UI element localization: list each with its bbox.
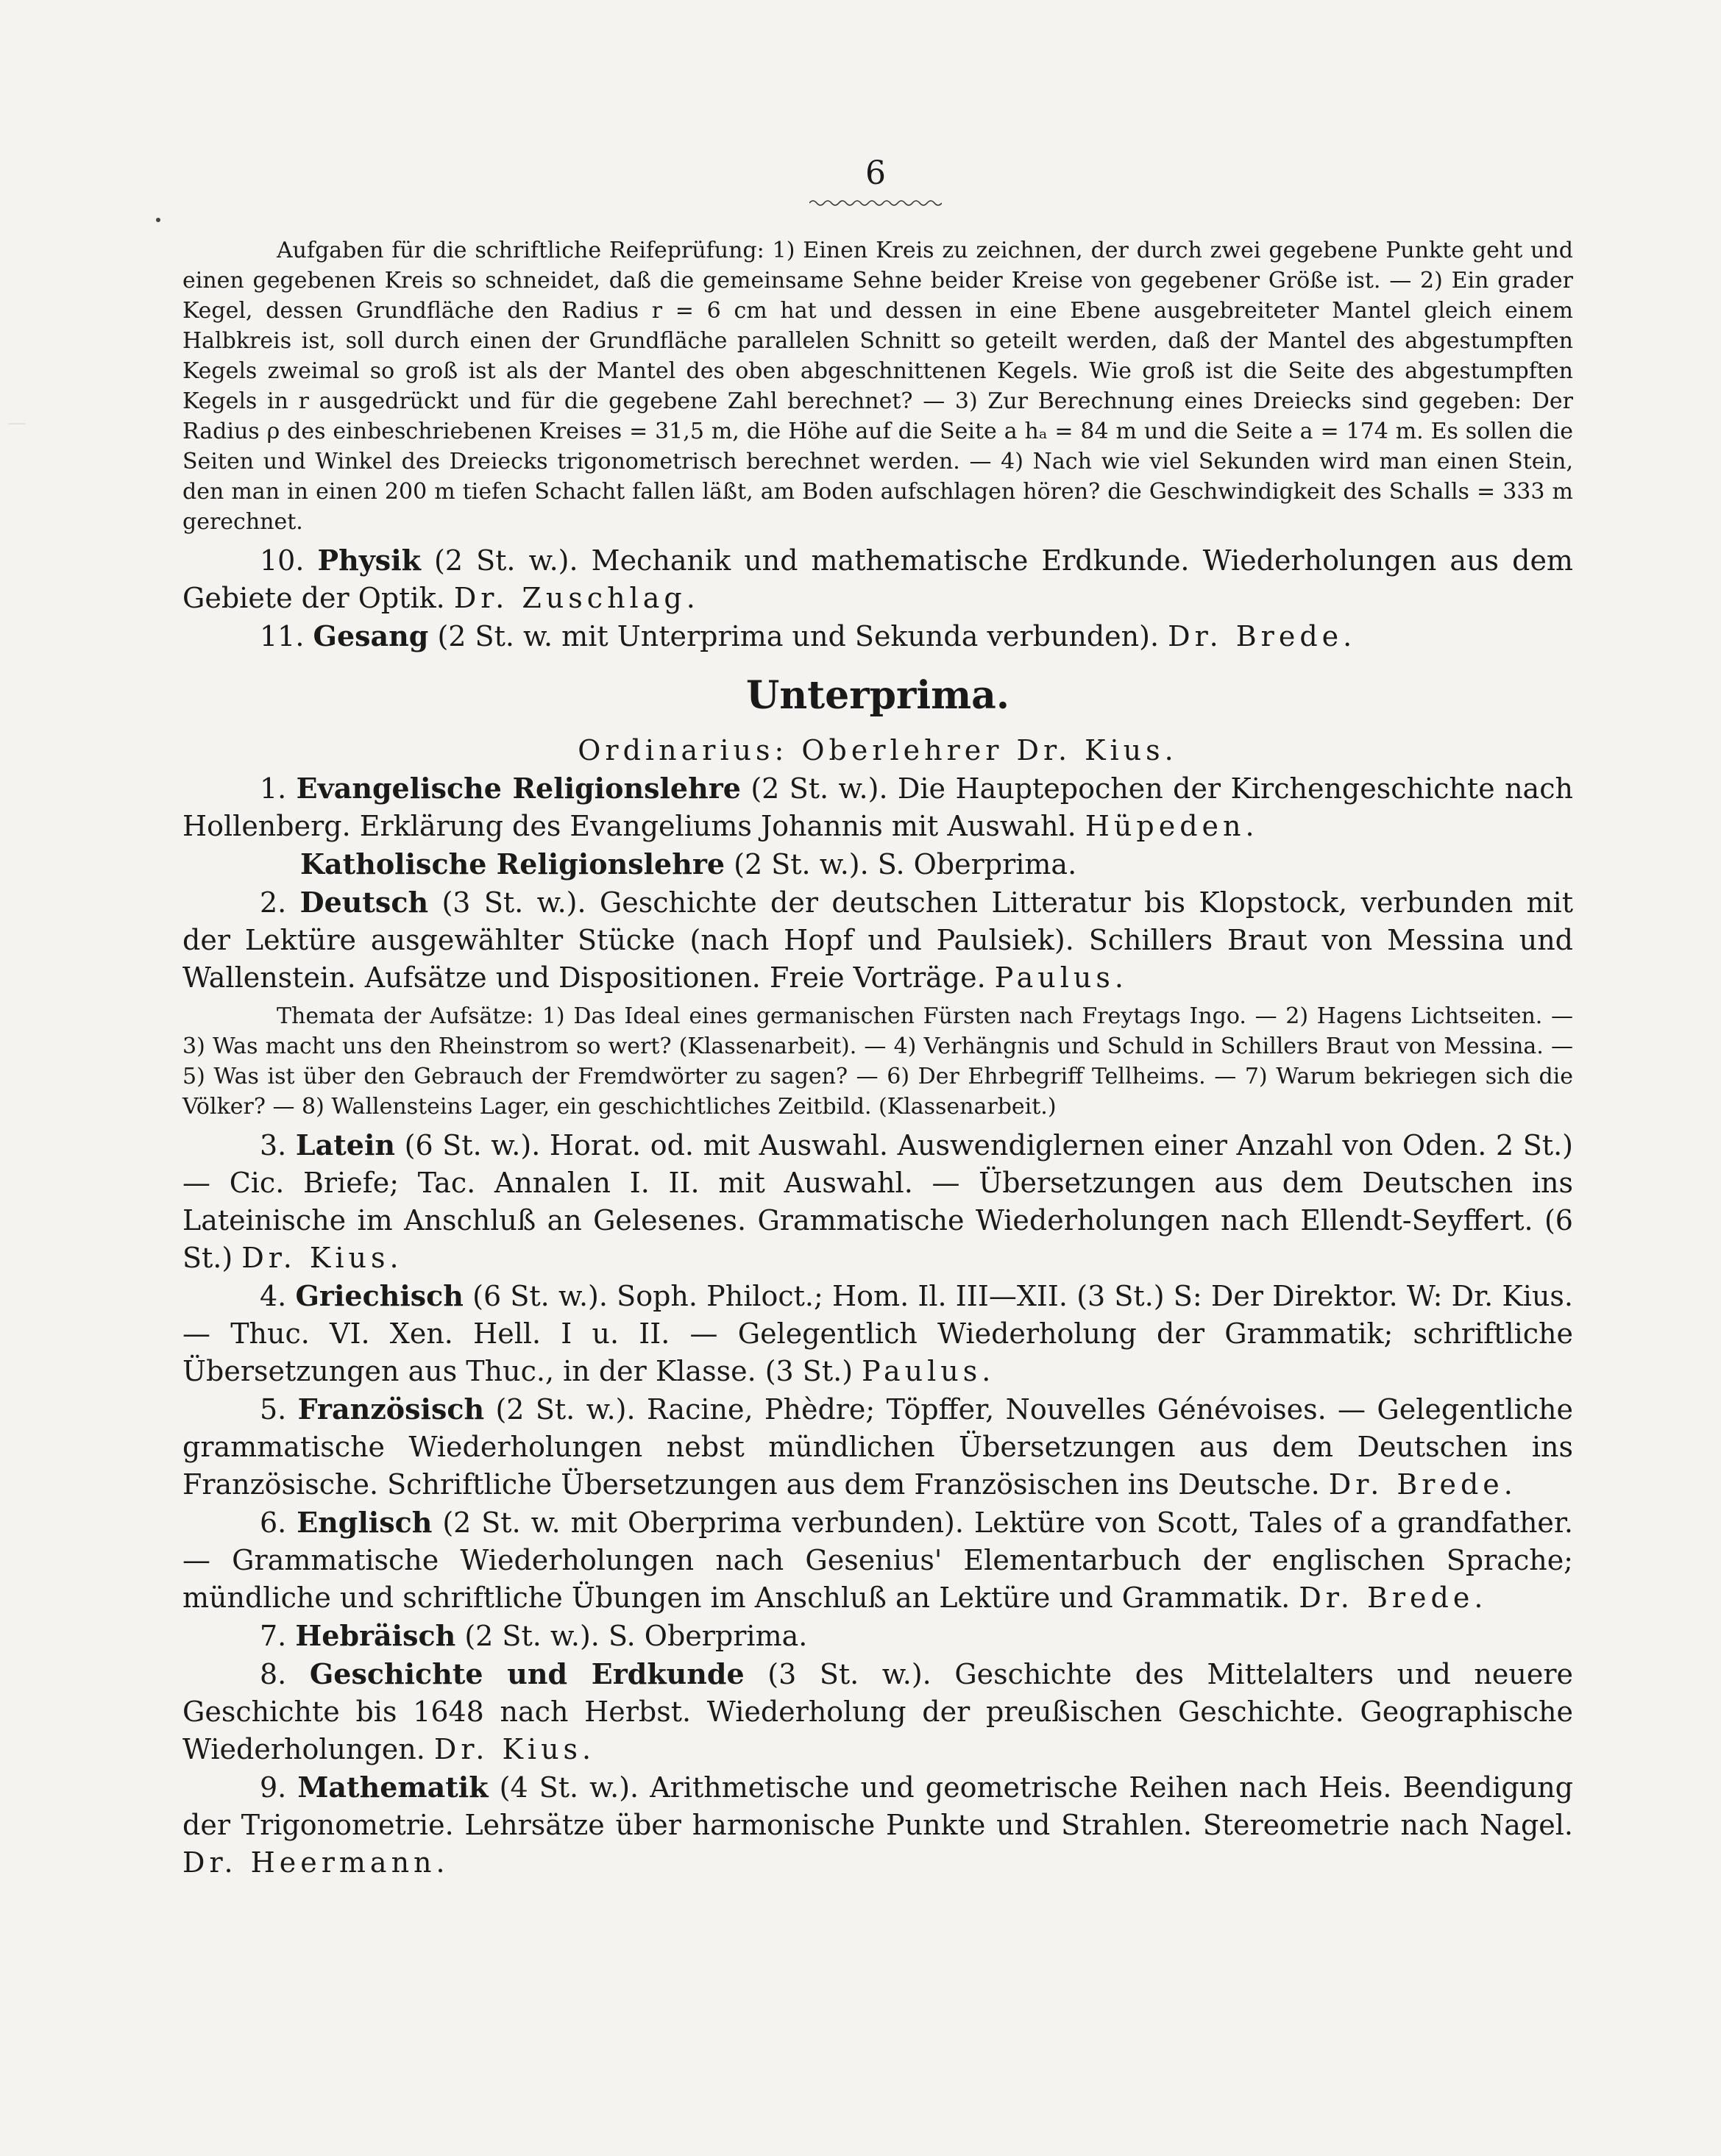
subject-title: Evangelische Religionslehre — [296, 772, 741, 805]
item-text: (4 St. w.). Arithmetische und geometrische Reihen nach Heis. Beendigung der Trigonometrie. Lehrsätze über harmonische Punkte und Strahlen. Stereometrie nach Nagel. — [182, 1771, 1573, 1841]
subject-item — [182, 1655, 1573, 1768]
teacher-name: Dr. Brede. — [1299, 1582, 1488, 1614]
teacher-name: Hüpeden. — [1085, 810, 1259, 842]
subject-title: Gesang — [313, 619, 429, 652]
item-text: (6 St. w.). Soph. Philoct.; Hom. Il. III—XII. (3 St.) S: Der Direktor. W: Dr. Kius. — Thuc. VI. Xen. Hell. I u. II. — Gelegentlich Wiederholung der Grammatik; schriftliche Übersetzungen aus Thuc., in der Klasse. (3 St.) — [182, 1280, 1573, 1387]
main-text-column — [182, 235, 1573, 1882]
deutsch-item — [182, 883, 1573, 997]
subject-item — [182, 1277, 1573, 1390]
subject-item — [182, 1504, 1573, 1617]
item-text: (2 St. w.). S. Oberprima. — [464, 1620, 808, 1652]
aufsaetze-intro: Themata der Aufsätze: — [277, 1003, 534, 1029]
subject-title: Katholische Religionslehre — [300, 847, 725, 880]
reifepruefung-intro: Aufgaben für die schriftliche Reifeprüfung: — [277, 238, 764, 263]
subject-title: Deutsch — [299, 886, 429, 919]
item-number: 2. — [260, 886, 287, 919]
item-text: (3 St. w.). Geschichte des Mittelalters und neuere Geschichte bis 1648 nach Herbst. Wiederholung der preußischen Geschichte. Geographische Wiederholungen. — [182, 1658, 1573, 1765]
subject-title: Mathematik — [297, 1771, 489, 1804]
teacher-name: Dr. Kius. — [241, 1242, 403, 1274]
religion-katholisch — [182, 845, 1573, 883]
teacher-name: Paulus. — [862, 1355, 996, 1387]
subject-title: Physik — [317, 544, 421, 577]
item-text: (2 St. w.). Mechanik und mathematische Erdkunde. Wiederholungen aus dem Gebiete der Optik. — [182, 544, 1573, 614]
bleed-through-mark: — — [7, 412, 26, 434]
teacher-name: Dr. Brede. — [1328, 1468, 1517, 1501]
item-text: (2 St. w. mit Unterprima und Sekunda verbunden). — [437, 620, 1160, 652]
item-number: 6. — [260, 1506, 287, 1539]
item-number: 11. — [260, 620, 305, 652]
item-number: 4. — [260, 1280, 287, 1312]
item-text: (3 St. w.). Geschichte der deutschen Litteratur bis Klopstock, verbunden mit der Lektüre ausgewählter Stücke (nach Hopf und Paulsiek). Schillers Braut von Messina und Wallenstein. Aufsätze und Dispositionen. Freie Vorträge. — [182, 886, 1573, 994]
item-number: 1. — [260, 772, 287, 805]
item-text: (2 St. w.). Racine, Phèdre; Töpffer, Nouvelles Génévoises. — Gelegentliche grammatische Wiederholungen nebst mündlichen Übersetzungen aus dem Deutschen ins Französische. Schriftliche Übersetzungen aus dem Französischen ins Deutsche. — [182, 1393, 1573, 1501]
item-number: 7. — [260, 1620, 287, 1652]
item-text: (2 St. w.). Die Hauptepochen der Kirchengeschichte nach Hollenberg. Erklärung des Evangeliums Johannis mit Auswahl. — [182, 772, 1573, 842]
teacher-name: Dr. Heermann. — [182, 1846, 450, 1879]
subject-title: Französisch — [297, 1392, 485, 1426]
item-text: (2 St. w. mit Oberprima verbunden). Lektüre von Scott, Tales of a grandfather. — Grammatische Wiederholungen nach Gesenius' Elementarbuch der englischen Sprache; mündliche und schriftliche Übungen im Anschluß an Lektüre und Grammatik. — [182, 1506, 1573, 1614]
subject-title: Latein — [295, 1128, 396, 1161]
oberprima-item — [182, 541, 1573, 617]
teacher-name: Dr. Zuschlag. — [453, 582, 700, 614]
religion-evangelisch — [182, 769, 1573, 845]
item-number: 5. — [260, 1393, 287, 1426]
aufsaetze-paragraph — [182, 1001, 1573, 1122]
ink-dot — [156, 218, 160, 222]
item-number: 10. — [260, 544, 305, 577]
teacher-name: Dr. Brede. — [1168, 620, 1357, 652]
subject-title: Griechisch — [295, 1279, 464, 1312]
item-number: 3. — [260, 1129, 287, 1161]
subject-item — [182, 1390, 1573, 1504]
ordinarius-line: Ordinarius: Oberlehrer Dr. Kius. — [578, 734, 1178, 766]
aufsaetze-text: 1) Das Ideal eines germanischen Fürsten nach Freytags Ingo. — 2) Hagens Lichtseiten. — 3) Was macht uns den Rheinstrom so wert? (Klassenarbeit). — 4) Verhängnis und Schuld in Schillers Braut von Messina. — 5) Was ist über den Gebrauch der Fremdwörter zu sagen? — 6) Der Ehrbegriff Tellheims. — 7) Warum bekriegen sich die Völker? — 8) Wallensteins Lager, ein geschichtliches Zeitbild. (Klassenarbeit.) — [182, 1003, 1573, 1120]
reifepruefung-text: 1) Einen Kreis zu zeichnen, der durch zwei gegebene Punkte geht und einen gegebenen Kreis so schneidet, daß die gemeinsame Sehne beider Kreise von gegebener Größe ist. — 2) Ein grader Kegel, dessen Grundfläche den Radius r = 6 cm hat und dessen in eine Ebene ausgebreiteter Mantel gleich einem Halbkreis ist, soll durch einen der Grundfläche parallelen Schnitt so geteilt werden, daß der Mantel des abgestumpften Kegels zweimal so groß ist als der Mantel des oben abgeschnittenen Kegels. Wie groß ist die Seite des abgestumpften Kegels in r ausgedrückt und für die gegebene Zahl berechnet? — 3) Zur Berechnung eines Dreiecks sind gegeben: Der Radius ρ des einbeschriebenen Kreises = 31,5 m, die Höhe auf die Seite a hₐ = 84 m und die Seite a = 174 m. Es sollen die Seiten und Winkel des Dreiecks trigonometrisch berechnet werden. — 4) Nach wie viel Sekunden wird man einen Stein, den man in einen 200 m tiefen Schacht fallen läßt, am Boden aufschlagen hören? die Geschwindigkeit des Schalls = 333 m gerechnet. — [182, 238, 1573, 535]
item-text: (2 St. w.). S. Oberprima. — [734, 848, 1077, 880]
oberprima-item — [182, 617, 1573, 655]
reifepruefung-paragraph — [182, 235, 1573, 537]
section-heading: Unterprima. — [746, 673, 1009, 718]
subject-title: Englisch — [297, 1506, 433, 1539]
page-number: 6 — [865, 154, 886, 192]
subject-item — [182, 1768, 1573, 1882]
item-text: (6 St. w.). Horat. od. mit Auswahl. Auswendiglernen einer Anzahl von Oden. 2 St.) — Cic. Briefe; Tac. Annalen I. II. mit Auswahl. — Übersetzungen aus dem Deutschen ins Lateinische im Anschluß an Gelesenes. Grammatische Wiederholungen nach Ellendt-Seyffert. (6 St.) — [182, 1129, 1573, 1274]
item-number: 8. — [260, 1658, 287, 1690]
subject-title: Hebräisch — [295, 1619, 456, 1652]
subject-item — [182, 1617, 1573, 1655]
teacher-name: Paulus. — [994, 961, 1128, 994]
item-number: 9. — [260, 1771, 287, 1804]
subject-item — [182, 1126, 1573, 1277]
subject-title: Geschichte und Erdkunde — [309, 1657, 745, 1690]
page-number-ornament — [809, 197, 942, 209]
teacher-name: Dr. Kius. — [433, 1733, 596, 1765]
